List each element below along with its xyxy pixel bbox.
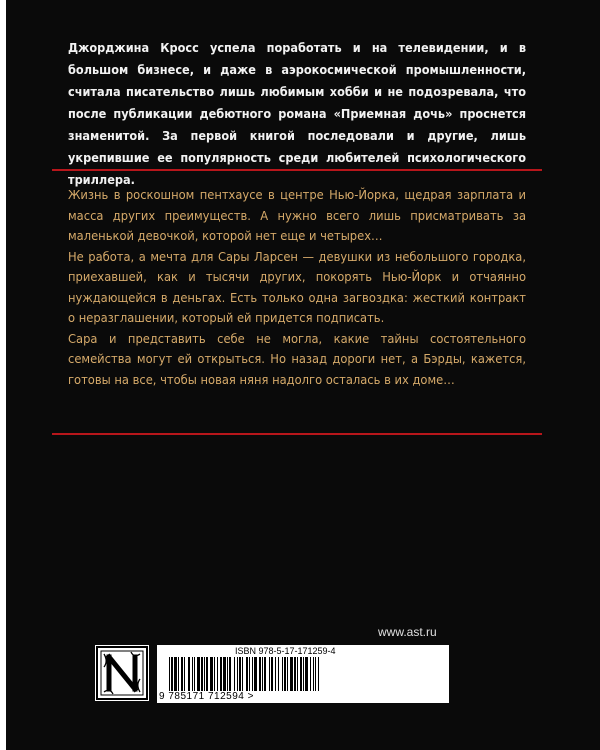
- synopsis-paragraph: Жизнь в роскошном пентхаусе в центре Нью-Йорка, щедрая зарплата и масса других преимуществ. А нужно всего лишь присматривать за маленькой девочкой, которой нет еще и четырех…: [68, 188, 526, 244]
- barcode-digits: 9 785171 712594 >: [159, 691, 254, 702]
- publisher-logo-graphic: [95, 645, 149, 701]
- divider-top: [52, 169, 542, 171]
- divider-bottom: [52, 433, 542, 435]
- author-bio: Джорджина Кросс успела поработать и на телевидении, и в большом бизнесе, и даже в аэрокосмической промышленности, считала писательство лишь любимым хобби и не подозревала, что после публикации дебютного романа «Приемная дочь» проснется знаменитой. За первой книгой последовали и другие, лишь укрепившие ее популярность среди любителей психологического триллера.: [68, 40, 526, 187]
- barcode-bars: [157, 657, 449, 691]
- publisher-url: www.ast.ru: [378, 625, 437, 639]
- synopsis-paragraph: Сара и представить себе не могла, какие тайны состоятельного семейства могут ей открыться. Но назад дороги нет, а Бэрды, кажется, готовы на все, чтобы новая няня надолго осталась в их доме…: [68, 331, 526, 388]
- isbn-number: ISBN 978-5-17-171259-4: [235, 646, 336, 656]
- synopsis-paragraph: Не работа, а мечта для Сары Ларсен — девушки из небольшого городка, приехавшей, как и тысячи других, покорять Нью-Йорк и отчаянно нуждающейся в деньгах. Есть только одна загвоздка: жесткий контракт о неразглашении, который ей придется подписать.: [68, 249, 526, 326]
- publisher-logo-icon: [95, 645, 149, 701]
- synopsis: [68, 186, 526, 391]
- isbn-barcode: [157, 645, 449, 703]
